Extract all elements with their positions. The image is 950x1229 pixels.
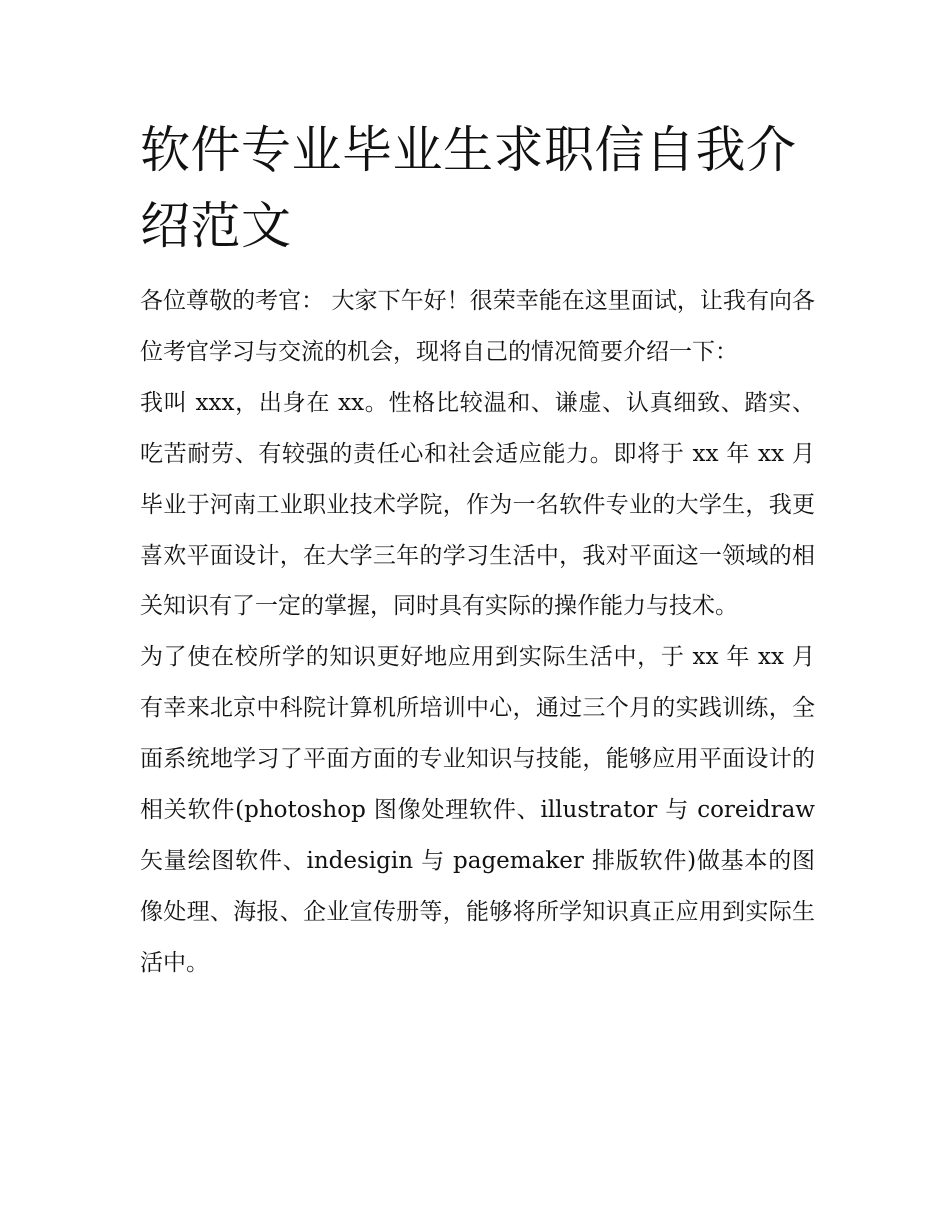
document-title: 软件专业毕业生求职信自我介绍范文 (140, 121, 797, 255)
paragraph-background: 我叫 xxx，出身在 xx。性格比较温和、谦虚、认真细致、踏实、吃苦耐劳、有较强的责任心和社会适应能力。即将于 xx 年 xx 月毕业于河南工业职业技术学院，作为一名软件专业的大学生，我更喜欢平面设计，在大学三年的学习生活中，我对平面这一领域的相关知识有了一定的掌握，同时具有实际的操作能力与技术。 (140, 389, 815, 620)
paragraph-training: 为了使在校所学的知识更好地应用到实际生活中，于 xx 年 xx 月有幸来北京中科院计算机所培训中心，通过三个月的实践训练，全面系统地学习了平面方面的专业知识与技能，能够应用平面设计的相关软件(photoshop 图像处理软件、illustrator 与 coreidraw 矢量绘图软件、indesigin 与 pagemaker 排版软件)做基本的图像处理、海报、企业宣传册等，能够将所学知识真正应用到实际生活中。 (140, 644, 815, 976)
document-body (140, 276, 815, 989)
paragraph-greeting: 各位尊敬的考官： 大家下午好！很荣幸能在这里面试，让我有向各位考官学习与交流的机会，现将自己的情况简要介绍一下： (140, 288, 815, 365)
